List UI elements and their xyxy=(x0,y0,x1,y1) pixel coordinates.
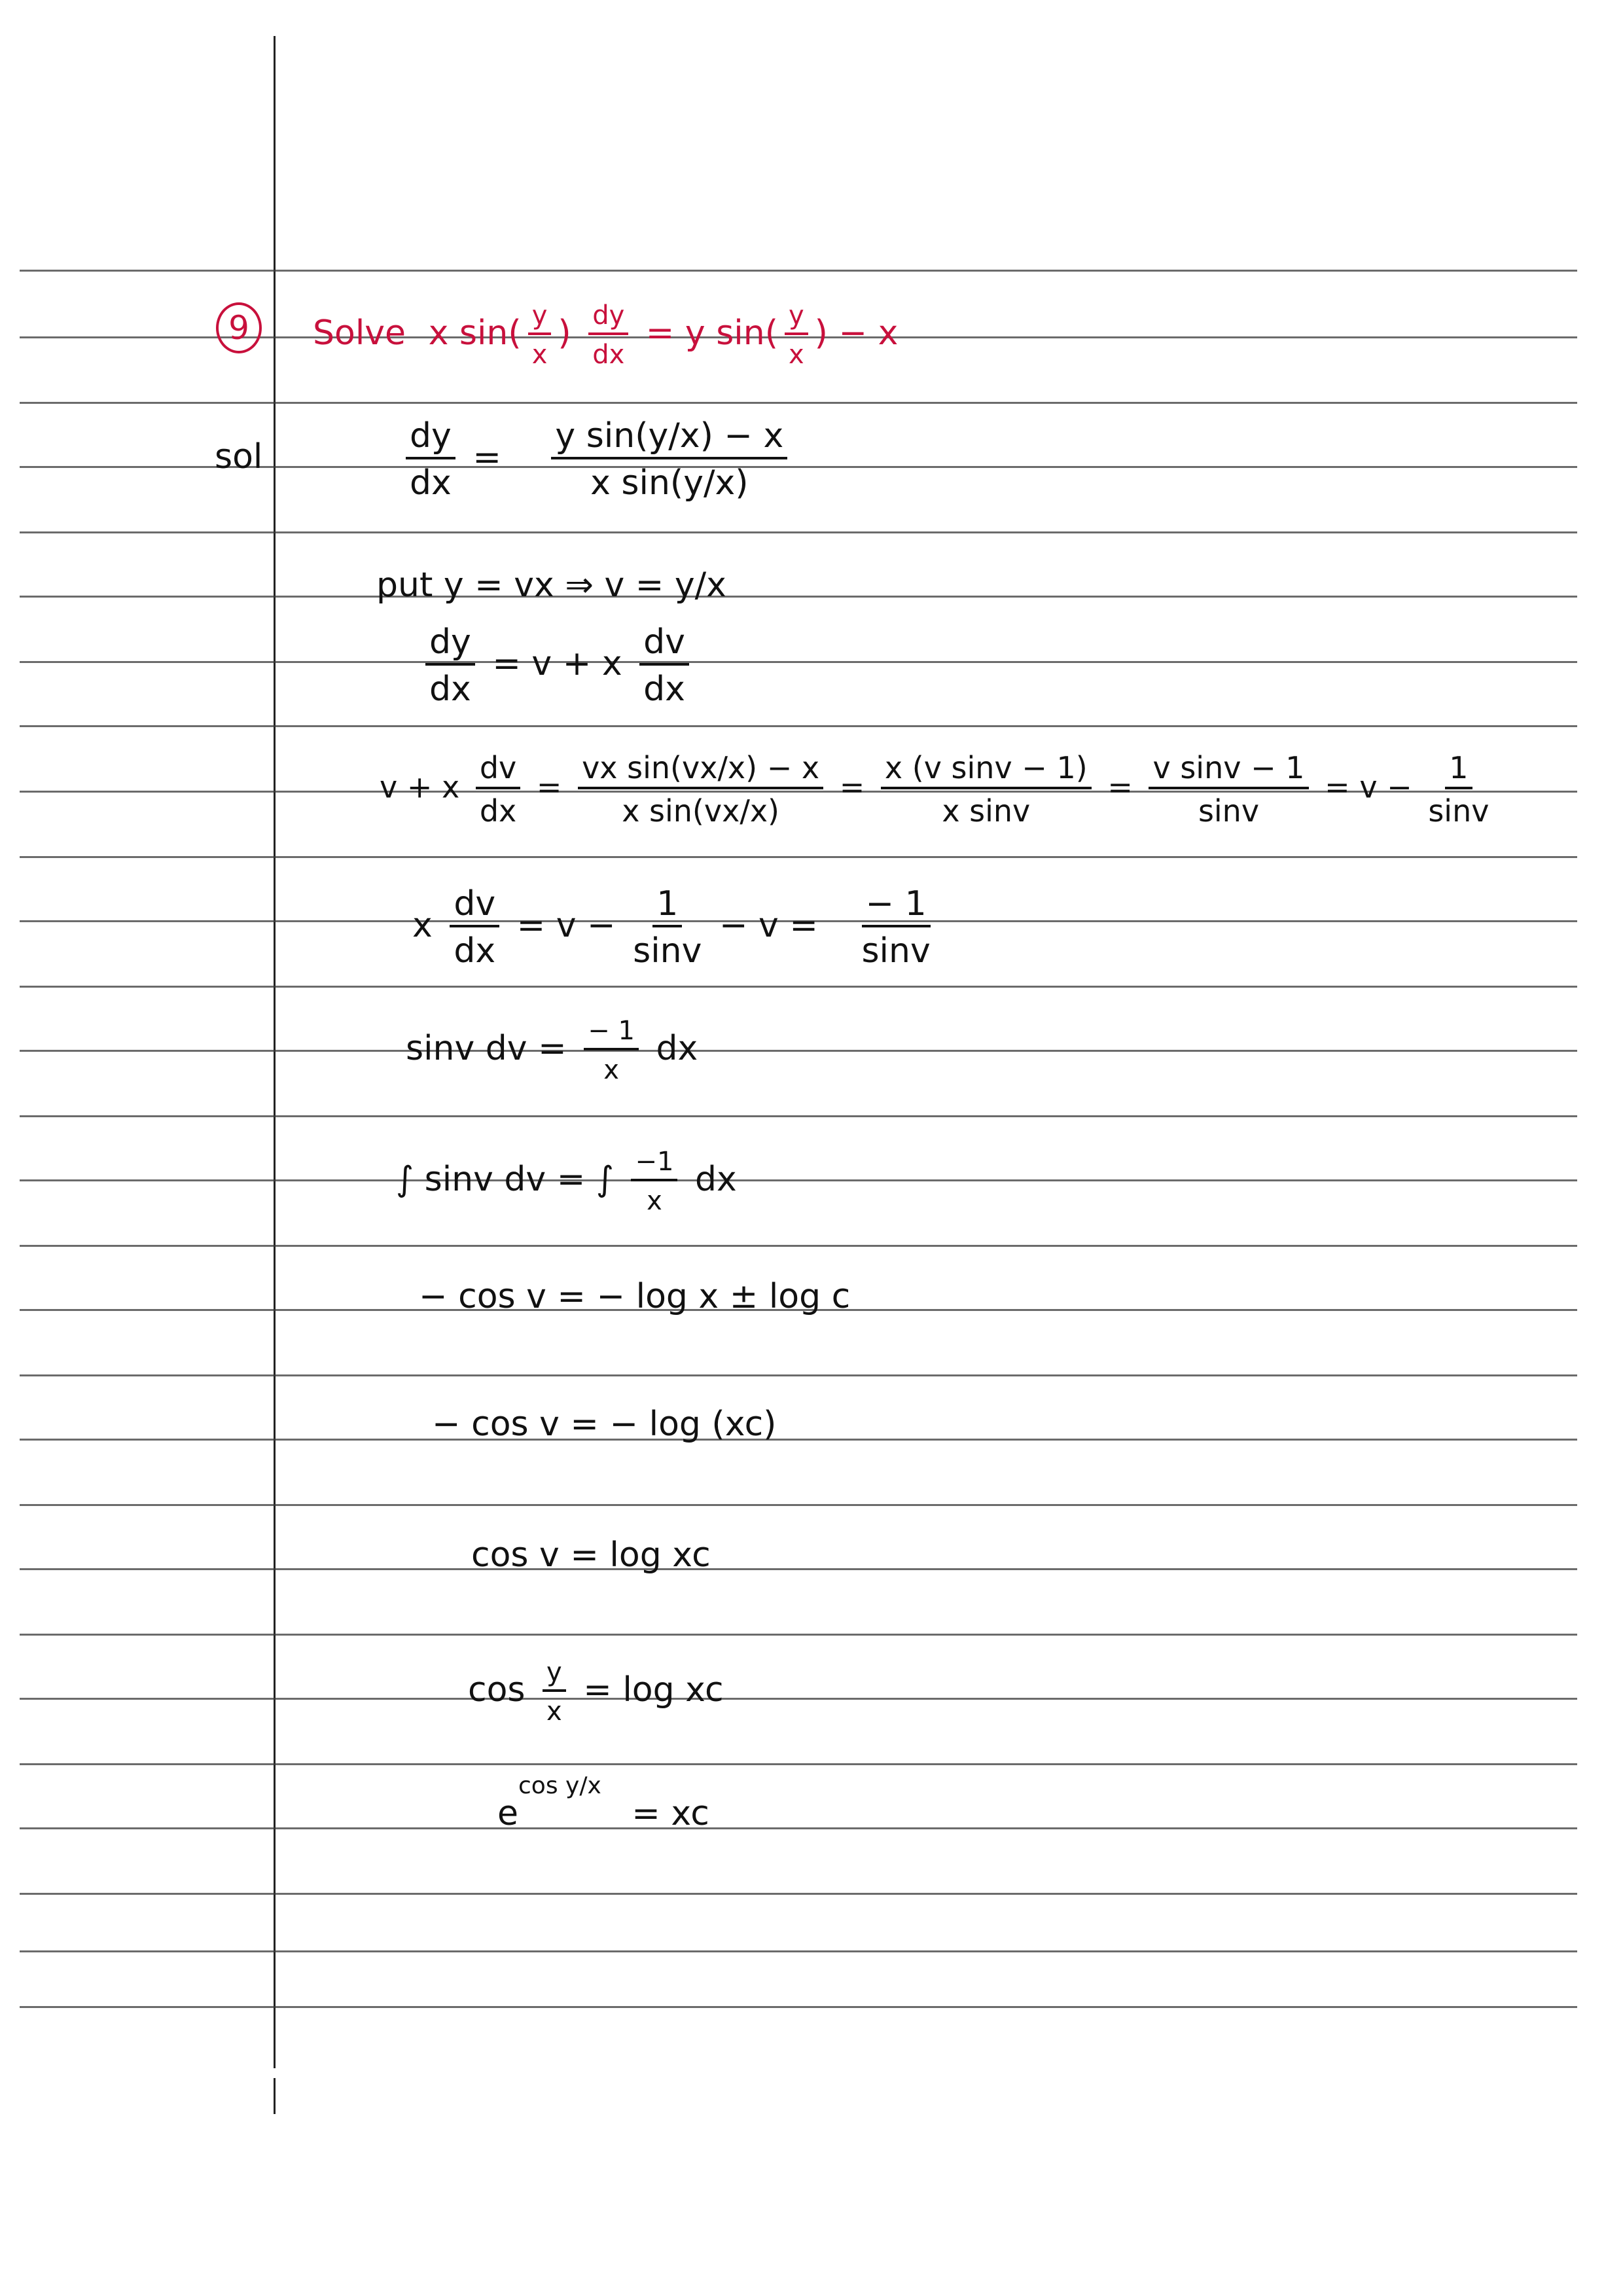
step-4: v + x $\frac{dv}{dx}$ = $\frac{\text{vx sin(vx/x) − x}}{\text{x sin(vx/x)}}$ = $\frac{\text{x (v sinv − 1)}}{\text{x sinv}}$ = $\frac{\text{v sinv − 1}}{\sin v}$ = v − $\frac{1}{\sin v}$ xyxy=(380,750,1489,829)
step-8: − cos v = − log x ± log c xyxy=(419,1277,851,1316)
solution-label: sol xyxy=(215,437,263,476)
step-3: $\frac{dy}{dx}$ = v + x $\frac{dv}{dx}$ xyxy=(419,625,696,706)
question-number: 9 xyxy=(216,302,262,353)
step-11: cos $\frac{y}{x}$ = log xc xyxy=(468,1657,724,1727)
question-statement: Solve x sin( $\frac{y}{x}$ ) $\frac{dy}{dx}$ = y sin( $\frac{y}{x}$ ) − x xyxy=(313,300,899,370)
step-12-final-answer: $e^{cos y/x}$ = xc xyxy=(497,1772,709,1833)
margin-line-tail xyxy=(274,2078,276,2114)
step-1: $\frac{dy}{dx}$ = $\frac{\text{y sin(y/x) − x}}{\text{x sin(y/x)}}$ xyxy=(399,419,794,500)
step-10: cos v = log xc xyxy=(471,1535,711,1575)
step-6: sinv dv = $\frac{- 1}{x}$ dx xyxy=(406,1016,698,1085)
step-2-substitution: put y = vx ⇒ v = y/x xyxy=(376,565,726,605)
step-5: x $\frac{dv}{dx}$ = v − $\frac{1}{\sin v}$ − v = $\frac{- 1}{\sin v}$ xyxy=(412,884,931,971)
step-7-integrate: ∫ sinv dv = ∫ $\frac{-1}{x}$ dx xyxy=(396,1147,737,1216)
step-9: − cos v = − log (xc) xyxy=(432,1405,777,1444)
